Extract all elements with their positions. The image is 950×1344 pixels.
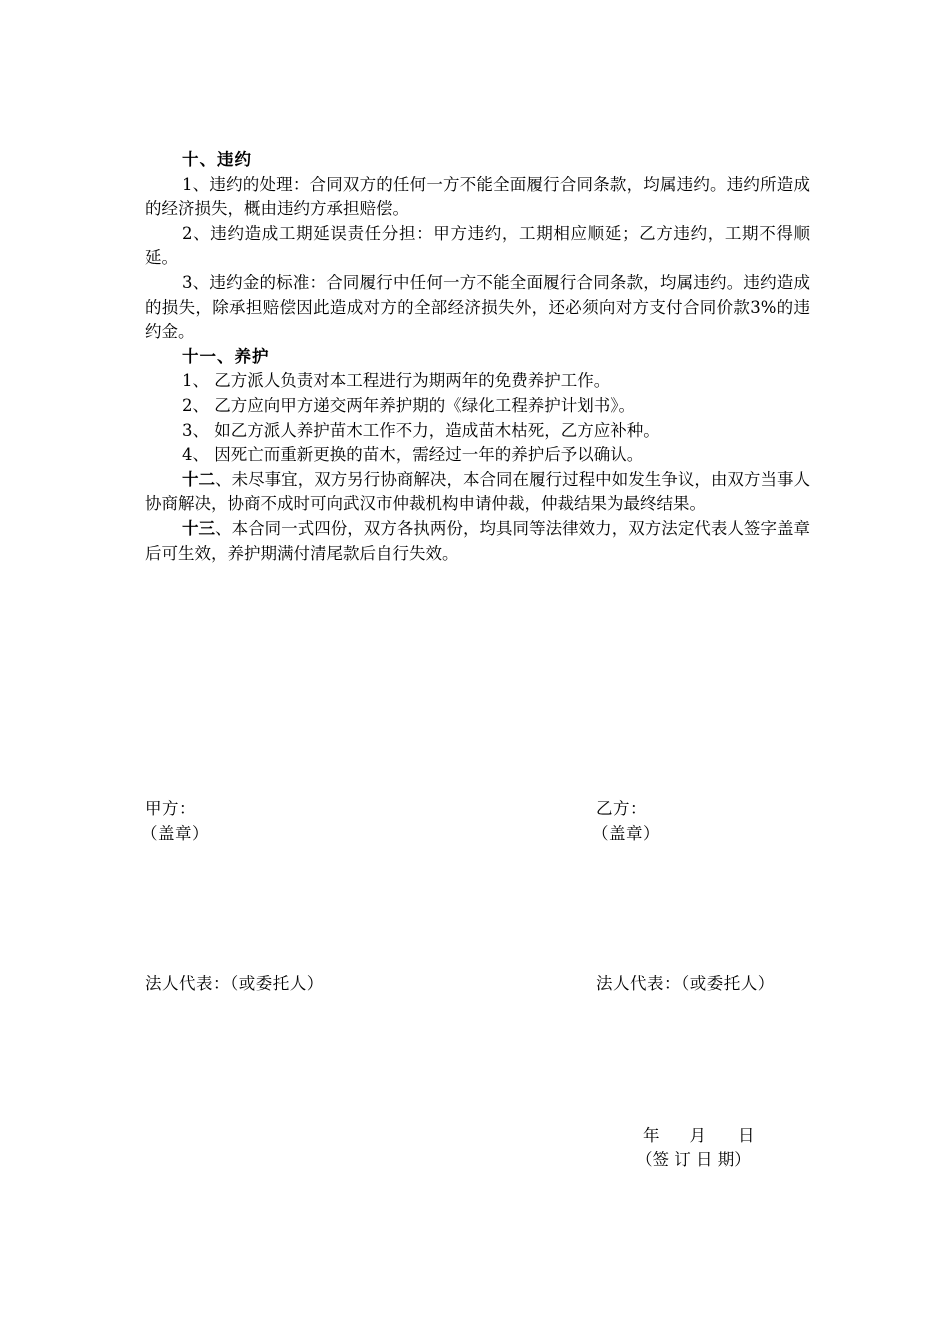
party-b-label: 乙方： xyxy=(596,799,647,818)
section-11-item-1: 1、 乙方派人负责对本工程进行为期两年的免费养护工作。 xyxy=(182,371,611,391)
section-11-heading: 十一、养护 xyxy=(182,346,270,366)
section-10-item-3: 3、违约金的标准：合同履行中任何一方不能全面履行合同条款，均属违约。违约造成的损失，除承担赔偿因此造成对方的全部经济损失外，还必须向对方支付合同价款3%的违约金。 xyxy=(145,272,810,342)
section-13-lead: 十三 xyxy=(182,518,216,538)
party-a-label: 甲方： xyxy=(145,799,196,818)
section-12-paragraph xyxy=(145,468,810,517)
section-13-paragraph xyxy=(145,517,810,566)
date-month: 月 xyxy=(689,1126,706,1145)
signing-date-label: （签 订 日 期） xyxy=(636,1150,751,1169)
section-11-item-2: 2、 乙方应向甲方递交两年养护期的《绿化工程养护计划书》。 xyxy=(182,395,635,415)
date-day: 日 xyxy=(738,1126,755,1145)
date-fields xyxy=(643,1122,755,1146)
contract-body xyxy=(145,148,810,566)
party-a-representative: 法人代表：（或委托人） xyxy=(145,974,324,993)
party-b-representative: 法人代表：（或委托人） xyxy=(596,974,775,993)
section-10-item-2: 2、违约造成工期延误责任分担：甲方违约，工期相应顺延；乙方违约，工期不得顺延。 xyxy=(145,223,810,268)
party-b-seal: （盖章） xyxy=(592,824,660,843)
section-12-lead: 十二 xyxy=(182,469,216,489)
party-a-seal: （盖章） xyxy=(141,824,209,843)
section-13-text: 、本合同一式四份，双方各执两份，均具同等法律效力，双方法定代表人签字盖章后可生效，养护期满付清尾款后自行失效。 xyxy=(145,518,811,563)
section-11-item-4: 4、 因死亡而重新更换的苗木，需经过一年的养护后予以确认。 xyxy=(182,445,644,465)
section-10-item-1: 1、违约的处理：合同双方的任何一方不能全面履行合同条款，均属违约。违约所造成的经济损失，概由违约方承担赔偿。 xyxy=(145,174,810,219)
section-11-item-3: 3、 如乙方派人养护苗木工作不力，造成苗木枯死，乙方应补种。 xyxy=(182,420,660,440)
section-12-text: 、未尽事宜，双方另行协商解决，本合同在履行过程中如发生争议，由双方当事人协商解决，协商不成时可向武汉市仲裁机构申请仲裁，仲裁结果为最终结果。 xyxy=(145,469,811,514)
section-10-heading: 十、违约 xyxy=(182,150,252,169)
date-year: 年 xyxy=(643,1126,660,1145)
